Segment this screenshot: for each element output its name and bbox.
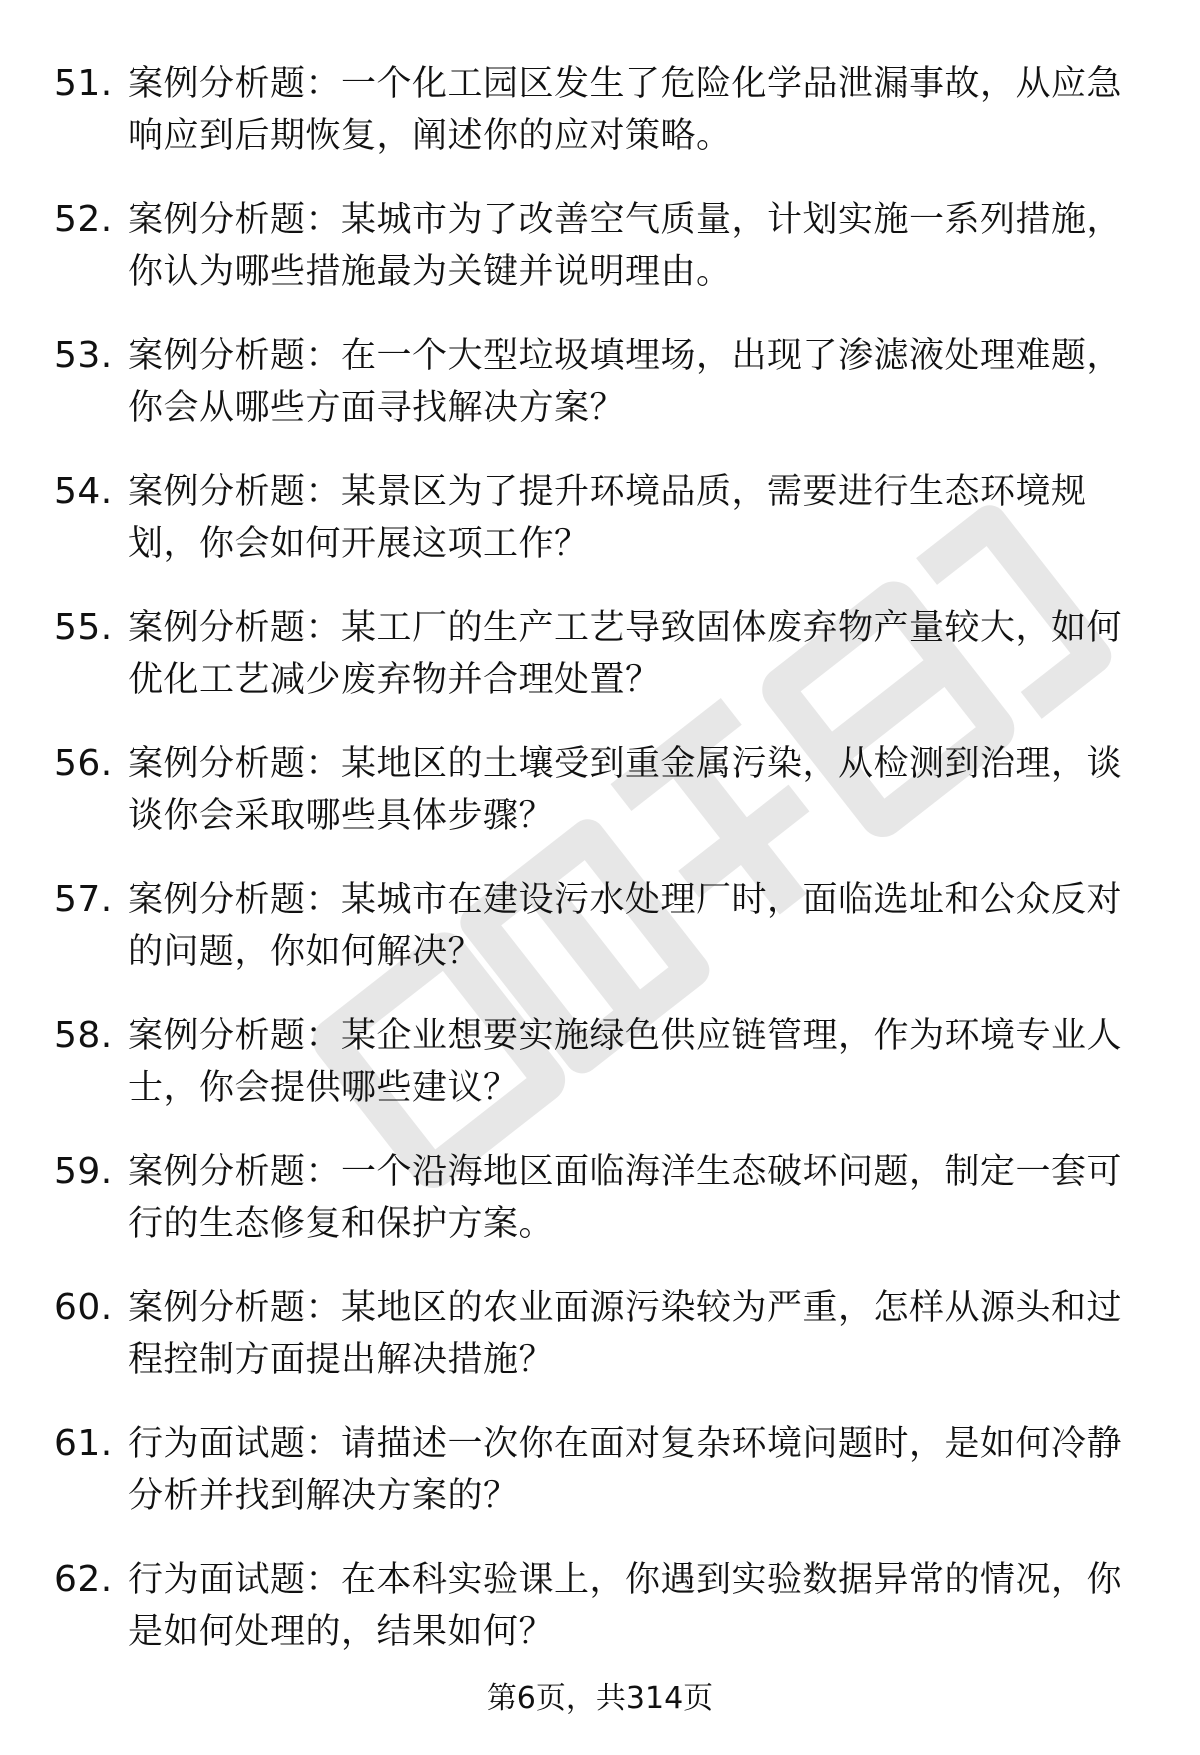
- question-number: 61.: [54, 1423, 113, 1464]
- question-number: 59.: [54, 1151, 113, 1192]
- question-item: [0, 874, 1200, 1010]
- question-text: 案例分析题：一个沿海地区面临海洋生态破坏问题，制定一套可行的生态修复和保护方案。: [128, 1152, 1123, 1244]
- question-item: [0, 1282, 1200, 1418]
- page-footer: 第6页，共314页: [486, 1681, 714, 1716]
- question-number: 52.: [54, 199, 113, 240]
- question-text: 案例分析题：在一个大型垃圾填埋场，出现了渗滤液处理难题，你会从哪些方面寻找解决方案？: [128, 336, 1123, 428]
- question-item: [0, 1146, 1200, 1282]
- question-number: 60.: [54, 1287, 113, 1328]
- question-text: 案例分析题：某城市在建设污水处理厂时，面临选址和公众反对的问题，你如何解决？: [128, 880, 1123, 972]
- question-number: 56.: [54, 743, 113, 784]
- question-text: 案例分析题：某企业想要实施绿色供应链管理，作为环境专业人士，你会提供哪些建议？: [128, 1016, 1123, 1108]
- question-item: [0, 330, 1200, 466]
- question-item: [0, 602, 1200, 738]
- question-text: 行为面试题：请描述一次你在面对复杂环境问题时，是如何冷静分析并找到解决方案的？: [128, 1424, 1123, 1516]
- question-text: 案例分析题：某景区为了提升环境品质，需要进行生态环境规划，你会如何开展这项工作？: [128, 472, 1087, 564]
- question-text: 案例分析题：一个化工园区发生了危险化学品泄漏事故，从应急响应到后期恢复，阐述你的应对策略。: [128, 64, 1123, 156]
- question-item: [0, 194, 1200, 330]
- question-number: 57.: [54, 879, 113, 920]
- question-text: 案例分析题：某地区的农业面源污染较为严重，怎样从源头和过程控制方面提出解决措施？: [128, 1288, 1123, 1380]
- question-item: [0, 1010, 1200, 1146]
- question-number: 54.: [54, 471, 113, 512]
- question-number: 62.: [54, 1559, 113, 1600]
- question-item: [0, 58, 1200, 194]
- question-text: 行为面试题：在本科实验课上，你遇到实验数据异常的情况，你是如何处理的，结果如何？: [128, 1560, 1123, 1652]
- question-number: 53.: [54, 335, 113, 376]
- question-list: [0, 58, 1200, 1690]
- question-item: [0, 738, 1200, 874]
- question-number: 51.: [54, 63, 113, 104]
- question-text: 案例分析题：某工厂的生产工艺导致固体废弃物产量较大，如何优化工艺减少废弃物并合理处置？: [128, 608, 1123, 700]
- question-number: 58.: [54, 1015, 113, 1056]
- question-text: 案例分析题：某地区的土壤受到重金属污染，从检测到治理，谈谈你会采取哪些具体步骤？: [128, 744, 1123, 836]
- question-item: [0, 466, 1200, 602]
- question-number: 55.: [54, 607, 113, 648]
- question-item: [0, 1554, 1200, 1690]
- question-text: 案例分析题：某城市为了改善空气质量，计划实施一系列措施，你认为哪些措施最为关键并说明理由。: [128, 200, 1123, 292]
- question-item: [0, 1418, 1200, 1554]
